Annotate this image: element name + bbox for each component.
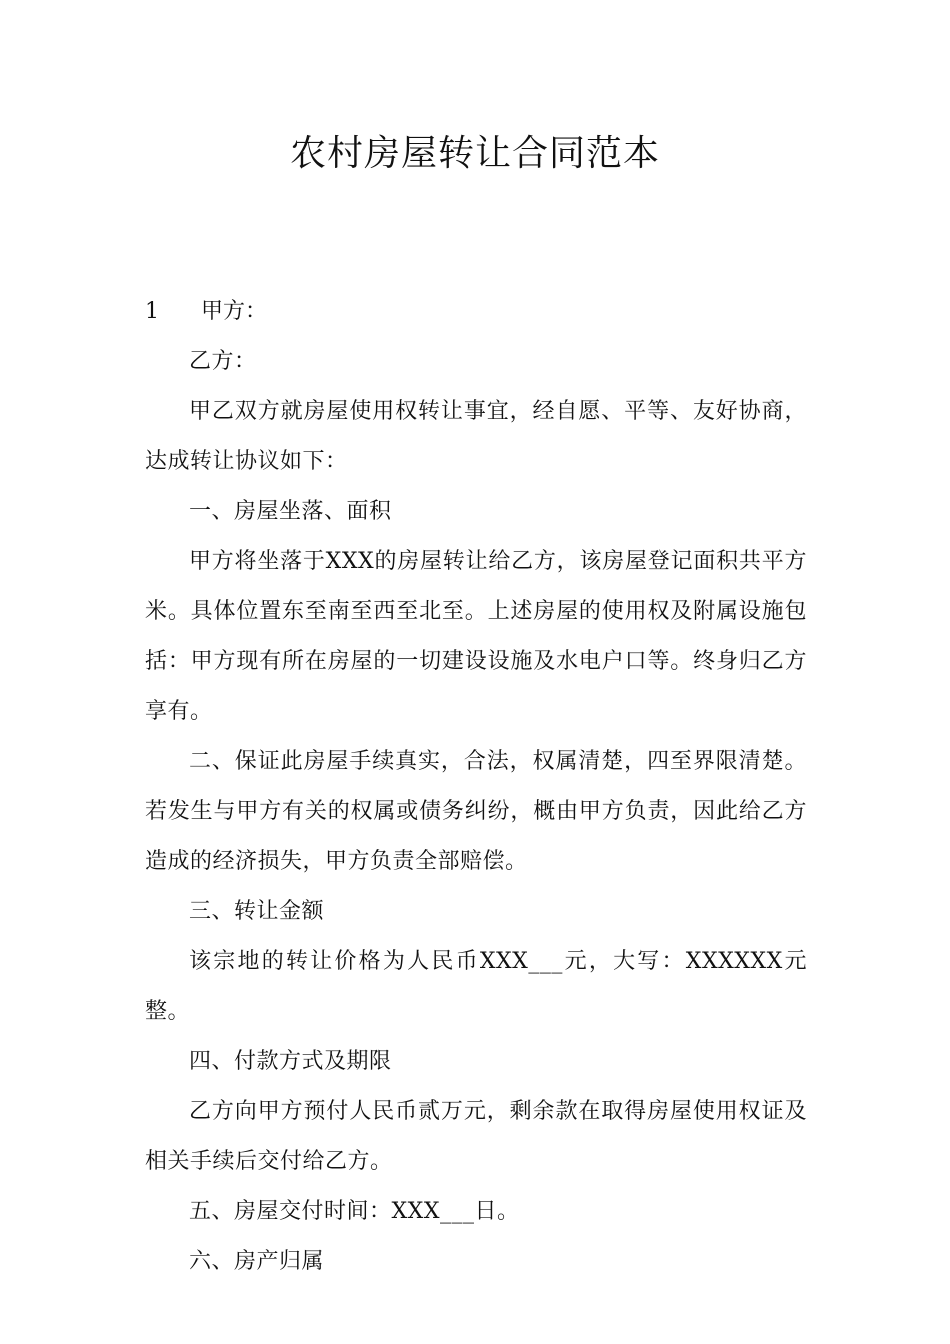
document-title: 农村房屋转让合同范本 [289,133,660,174]
section-body-payment: 乙方向甲方预付人民币贰万元，剩余款在取得房屋使用权证及相关手续后交付给乙方。 [145,1099,807,1174]
section-heading-payment: 四、付款方式及期限 [189,1049,392,1074]
section-heading-location: 一、房屋坐落、面积 [189,499,392,524]
section-body-price: 该宗地的转让价格为人民币XXX___元，大写：XXXXXX元整。 [145,949,807,1024]
section-guarantee: 二、保证此房屋手续真实，合法，权属清楚，四至界限清楚。若发生与甲方有关的权属或债务纠纷，概由甲方负责，因此给乙方造成的经济损失，甲方负责全部赔偿。 [145,749,807,874]
party-a-line [145,287,807,337]
agreement-intro: 甲乙双方就房屋使用权转让事宜，经自愿、平等、友好协商，达成转让协议如下： [145,399,807,474]
party-a-label: 甲方： [201,299,268,324]
section-body-location: 甲方将坐落于XXX的房屋转让给乙方，该房屋登记面积共平方米。具体位置东至南至西至北至。上述房屋的使用权及附属设施包括：甲方现有所在房屋的一切建设设施及水电户口等。终身归乙方享有。 [145,549,807,724]
section-heading-price: 三、转让金额 [189,899,325,924]
section-delivery-time: 五、房屋交付时间：XXX___日。 [189,1199,520,1224]
line-number: 1 [145,299,159,324]
document-body [145,287,807,1287]
section-heading-ownership: 六、房产归属 [189,1249,325,1274]
party-b-label: 乙方： [189,349,257,374]
